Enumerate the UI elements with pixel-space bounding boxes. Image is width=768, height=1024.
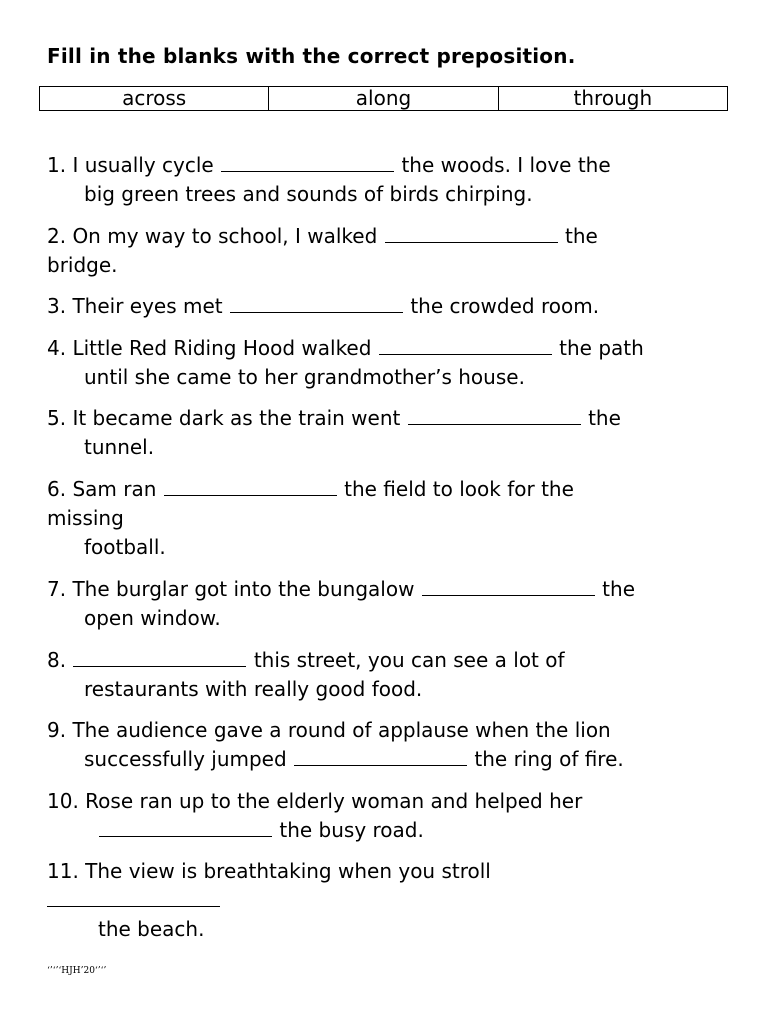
answer-blank-8[interactable] [73,647,246,667]
question-11-text-end: the beach. [98,917,205,941]
answer-blank-10[interactable] [99,817,272,837]
word-bank-row [40,87,728,111]
question-6-text-start: 6. Sam ran [47,477,157,501]
answer-blank-6[interactable] [164,476,337,496]
question-7 [47,575,727,633]
word-bank-cell-along: along [269,87,498,111]
question-11-text-start: 11. The view is breathtaking when you stroll [47,859,491,883]
answer-blank-2[interactable] [385,223,558,243]
question-4-text-end: the path [559,336,644,360]
question-10-text-end: the busy road. [279,818,424,842]
question-9 [47,716,727,774]
question-3 [47,292,727,321]
question-5-text-end: the [588,406,621,430]
question-9-text-mid: successfully jumped [84,747,287,771]
question-9-text-end: the ring of fire. [474,747,624,771]
word-bank-table [39,86,728,111]
question-3-text-start: 3. Their eyes met [47,294,223,318]
question-4 [47,334,727,392]
question-7-text-start: 7. The burglar got into the bungalow [47,577,415,601]
answer-blank-3[interactable] [230,293,403,313]
question-2 [47,222,727,280]
answer-blank-4[interactable] [379,335,552,355]
question-10 [47,787,727,845]
answer-blank-11[interactable] [47,887,220,907]
question-2-text-start: 2. On my way to school, I walked [47,224,378,248]
question-6-text-end: the field to look for the [344,477,574,501]
question-6 [47,475,727,562]
question-7-text-end: the [602,577,635,601]
answer-blank-7[interactable] [422,576,595,596]
question-3-text-end: the crowded room. [410,294,600,318]
question-9-text-start: 9. The audience gave a round of applause when the lion [47,718,611,742]
question-2-continuation: bridge. [47,253,118,277]
answer-blank-1[interactable] [221,152,394,172]
question-6-continuation: missing [47,506,124,530]
question-7-continuation: open window. [84,606,221,630]
word-bank-cell-across: across [40,87,269,111]
question-4-continuation: until she came to her grandmother’s house. [84,365,525,389]
question-4-text-start: 4. Little Red Riding Hood walked [47,336,372,360]
question-1-text-end: the woods. I love the [401,153,611,177]
question-10-text-start: 10. Rose ran up to the elderly woman and helped her [47,789,583,813]
question-5 [47,404,727,462]
question-8-continuation: restaurants with really good food. [84,677,423,701]
question-8-text-start: 8. [47,648,67,672]
worksheet-title: Fill in the blanks with the correct preposition. [47,44,576,68]
question-11 [47,857,727,944]
question-6-continuation-2: football. [84,535,166,559]
question-1-continuation: big green trees and sounds of birds chirping. [84,182,533,206]
question-5-text-start: 5. It became dark as the train went [47,406,401,430]
question-5-continuation: tunnel. [84,435,155,459]
answer-blank-9[interactable] [294,746,467,766]
word-bank-cell-through: through [498,87,727,111]
question-1-text-start: 1. I usually cycle [47,153,214,177]
question-2-text-end: the [564,224,598,248]
question-8 [47,646,727,704]
footer-signature: ‘’‘’‘HJH’20‘’‘’ [47,966,107,976]
question-8-text-end: this street, you can see a lot of [253,648,565,672]
question-1 [47,151,727,209]
answer-blank-5[interactable] [408,405,581,425]
